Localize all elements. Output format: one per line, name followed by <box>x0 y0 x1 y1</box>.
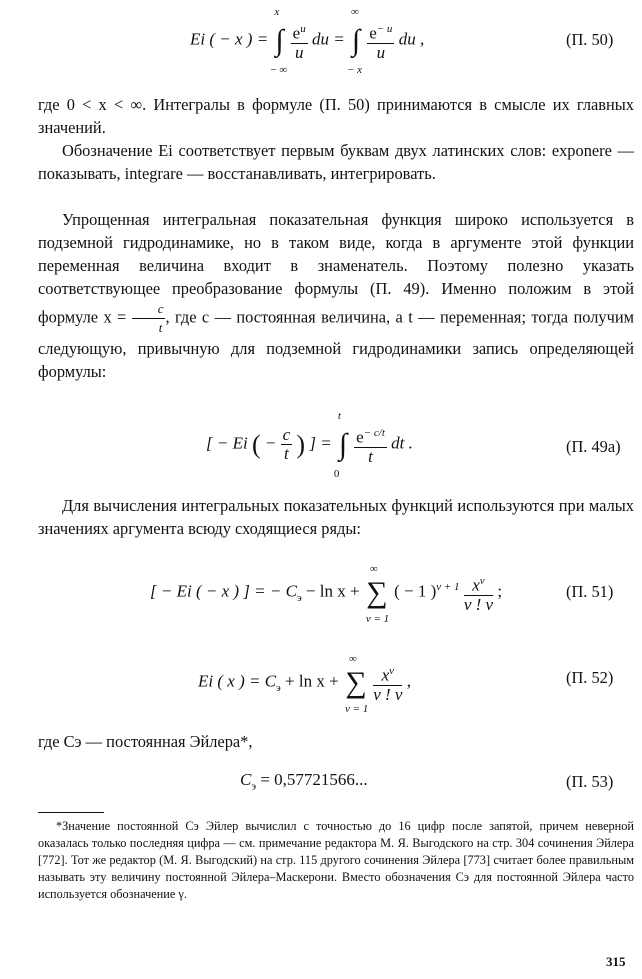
integral-sign: ∞ ∫ − x <box>346 5 363 76</box>
footnote: *Значение постоянной Cэ Эйлер вычислил с точностью до 16 цифр после запятой, причем неверной оказалась только последняя цифра — см. примечание редактора М. Я. Выгодского на стр. 304 сочинения Эйлера [772]. Тот же редактор (М. Я. Выгодский) на стр. 115 другого сочинения Эйлера [773] считает более правильным называть эту величину постоянной Эйлера–Маскерони. Вместо обозначения Cэ для постоянной Эйлера часто используется обозначение γ. <box>38 819 634 901</box>
eq50-du2: du , <box>398 29 425 49</box>
eq-label-p51: (П. 51) <box>566 582 614 601</box>
eq50-frac1: $\frac{e^u}{u}$ <box>291 20 308 62</box>
equation-p50 <box>190 5 425 76</box>
eq50-lhs: Ei ( − x ) = <box>190 29 273 49</box>
eq-label-p49a: (П. 49а) <box>566 437 621 456</box>
eq49a-frac: $\frac{c}{t}$ <box>282 425 291 464</box>
eq-label-p53: (П. 53) <box>566 772 614 791</box>
paragraph-2: Обозначение Ei соответствует первым буквам двух латинских слов: exponere — показывать, integrare — восстанавливать, интегрировать. <box>38 141 634 183</box>
equation-p51: [ − Ei ( − x ) ] = − $C_э - \ln x$ + ∞ ∑ ν = 1 ( − 1 )$^{\nu + 1}$ $\frac{x^\nu}{\nu ! \nu}$ ; <box>150 562 503 625</box>
eq49a-int-frac: $\frac{e^{- c/t}}{t}$ <box>354 424 387 466</box>
page-number: 315 <box>606 954 626 969</box>
sum-sign: ∞ ∑ ν = 1 <box>365 562 390 625</box>
eq50-frac2: $\frac{e^{- u}}{u}$ <box>367 20 394 62</box>
eq49a-lhs: [ − Ei <box>206 433 252 453</box>
paragraph-3: Упрощенная интегральная показательная функция широко используется в подземной гидродинамике, но в таком виде, когда в аргументе этой функции переменная величина входит в знаменатель. Поэтому полезно указать соответствующее преобразование формулы (П. 49). Именно положим в этой формуле x = $\frac{c}{t}$ , где c — постоянная величина, а t — переменная; тогда получим следующую, привычную для подземной гидродинамики запись определяющей формулы: <box>38 210 634 381</box>
eq53-lhs: C <box>240 770 252 789</box>
eq49a-close: ] = <box>309 433 336 453</box>
sum-sign: ∞ ∑ ν = 1 <box>344 652 369 715</box>
eq50-du1: du = <box>311 29 349 49</box>
integral-sign: x ∫ − ∞ <box>270 5 288 76</box>
eq52-frac: $\frac{x^\nu}{\nu ! \nu}$ <box>373 662 402 704</box>
equation-p52: Ei ( x ) = $C_э + \ln x$ + ∞ ∑ ν = 1 $\frac{x^\nu}{\nu ! \nu}$ , <box>198 652 411 715</box>
eq49a-dt: dt . <box>391 433 413 453</box>
eq51-frac: $\frac{x^\nu}{\nu ! \nu}$ <box>464 572 493 614</box>
eq52-lhs: Ei ( x ) = C <box>198 671 277 691</box>
footnote-divider <box>38 812 104 813</box>
para3-frac: $\frac{c}{t}$ <box>132 300 166 337</box>
paragraph-1: где 0 < x < ∞. Интегралы в формуле (П. 50) принимаются в смысле их главных значений. <box>38 95 634 137</box>
integral-sign: t ∫ 0 <box>333 409 348 480</box>
eq-label-p50: (П. 50) <box>566 30 614 49</box>
equation-p53: $C_э = 0,57721566$... <box>240 770 368 793</box>
equation-p49a: [ − Ei ( − $\frac{c}{t}$ ) ] = t ∫ 0 $\frac{e^{- c/t}}{t}$ dt . <box>206 409 413 480</box>
paragraph-5: где Cэ — постоянная Эйлера*, <box>38 732 253 751</box>
eq51-lhs: [ − Ei ( − x ) ] = − C <box>150 581 297 601</box>
paragraph-4: Для вычисления интегральных показательных функций используются при малых значениях аргумента всюду сходящиеся ряды: <box>38 496 634 538</box>
eq-label-p52: (П. 52) <box>566 668 614 687</box>
